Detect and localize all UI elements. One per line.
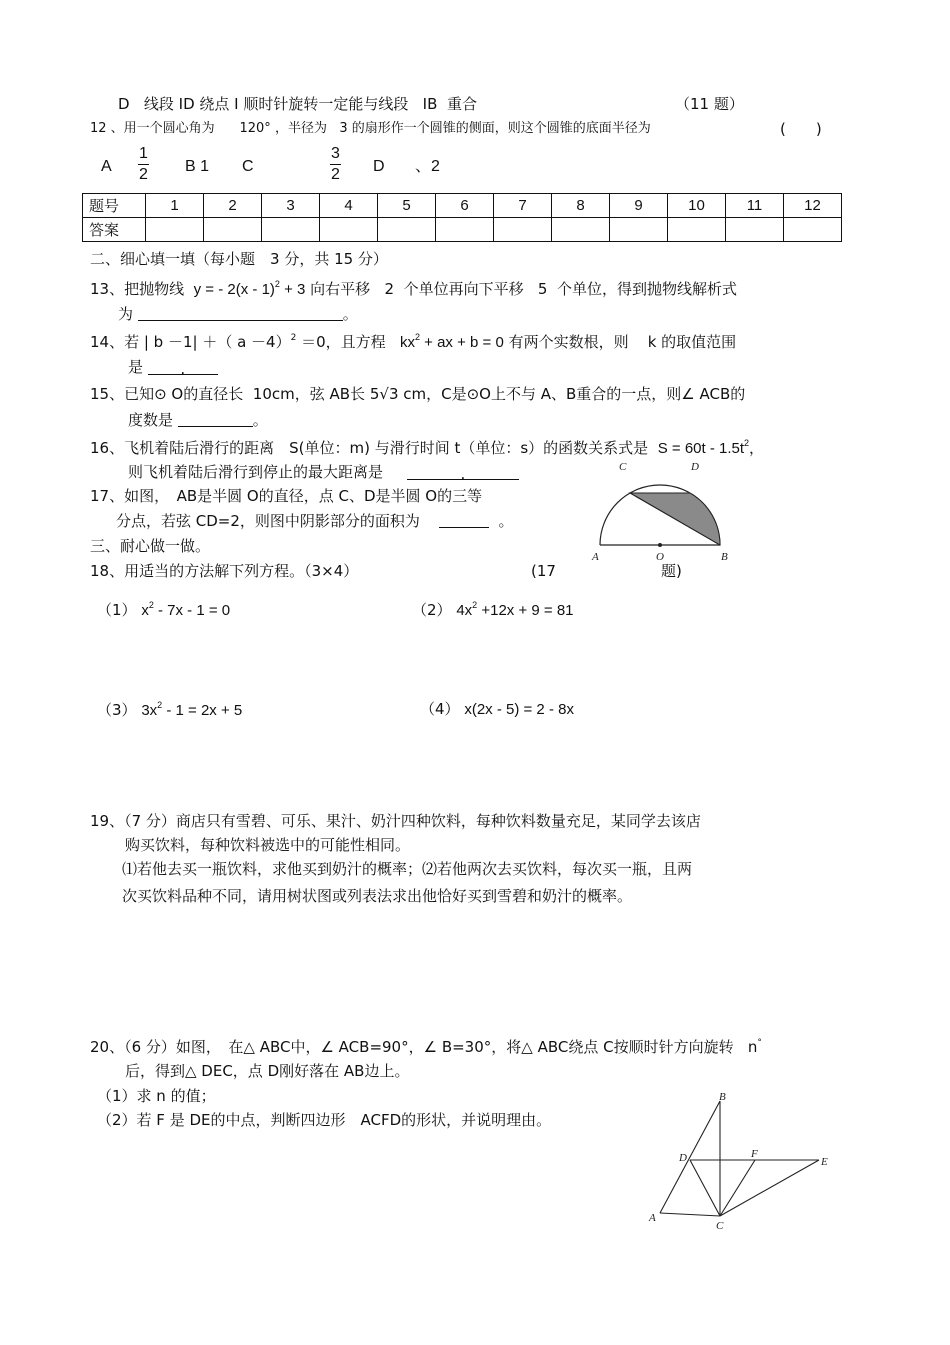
q20-line3: （1）求 n 的值； bbox=[97, 1087, 216, 1105]
segment-fc bbox=[720, 1160, 755, 1216]
q19-line2: 购买饮料，每种饮料被选中的可能性相同。 bbox=[125, 836, 411, 854]
q20-line4: （2）若 F 是 DE的中点，判断四边形 ACFD的形状，并说明理由。 bbox=[97, 1111, 552, 1129]
label-o: O bbox=[656, 551, 664, 563]
table-col: 2 bbox=[204, 194, 262, 218]
table-col: 11 bbox=[726, 194, 784, 218]
answer-cell[interactable] bbox=[610, 218, 668, 242]
q15-line2: 度数是 。 bbox=[128, 411, 268, 429]
q17-semicircle-figure bbox=[585, 452, 735, 567]
table-col: 8 bbox=[552, 194, 610, 218]
segment-dc bbox=[690, 1160, 720, 1216]
q14-line2: 是 . bbox=[128, 358, 218, 376]
table-col: 1 bbox=[146, 194, 204, 218]
q17-blank[interactable] bbox=[439, 513, 489, 528]
q18-title: 18、用适当的方法解下列方程。（3×4） bbox=[90, 562, 359, 580]
answer-cell[interactable] bbox=[436, 218, 494, 242]
table-col: 5 bbox=[378, 194, 436, 218]
q16-line1: 16、飞机着陆后滑行的距离 S(单位：m) 与滑行时间 t（单位：s）的函数关系式是 $S = 60t - 1.5t^2$， bbox=[90, 438, 765, 457]
table-col: 7 bbox=[494, 194, 552, 218]
table-head-number: 题号 bbox=[83, 194, 146, 218]
table-col: 10 bbox=[668, 194, 726, 218]
label-a: A bbox=[649, 1212, 656, 1224]
answer-cell[interactable] bbox=[494, 218, 552, 242]
answer-cell[interactable] bbox=[204, 218, 262, 242]
answer-cell[interactable] bbox=[726, 218, 784, 242]
answer-table bbox=[82, 193, 842, 242]
label-c: C bbox=[716, 1220, 724, 1232]
q12-option-c-fraction: $\frac{3}{2}$ bbox=[331, 145, 340, 183]
q13-line2: 为 。 bbox=[118, 305, 358, 323]
table-head-answer: 答案 bbox=[83, 218, 146, 242]
label-d: D bbox=[691, 461, 699, 473]
section-3-heading: 三、耐心做一做。 bbox=[90, 537, 211, 555]
section-2-heading: 二、细心填一填（每小题 3 分，共 15 分） bbox=[90, 250, 388, 268]
q17-line2: 分点，若弦 CD=2，则图中阴影部分的面积为 。 bbox=[116, 512, 514, 530]
q17-figure-caption-b: 题) bbox=[661, 562, 682, 580]
answer-cell[interactable] bbox=[668, 218, 726, 242]
q12-option-a-fraction: $\frac{1}{2}$ bbox=[139, 145, 148, 183]
q20-line2: 后，得到△ DEC，点 D刚好落在 AB边上。 bbox=[125, 1062, 410, 1080]
table-row-number bbox=[83, 194, 842, 218]
table-col: 6 bbox=[436, 194, 494, 218]
q18-part4: （4） x(2x - 5) = 2 - 8x bbox=[420, 700, 574, 718]
segment-ac bbox=[660, 1213, 720, 1216]
q15-line1: 15、已知⊙ O的直径长 10cm，弦 AB长 5√3 cm，C是⊙O上不与 A、B重合的一点，则∠ ACB的 bbox=[90, 385, 746, 403]
q18-part2: （2） $4x^2 +12x + 9 = 81$ bbox=[412, 600, 574, 619]
table-col: 9 bbox=[610, 194, 668, 218]
q11-figure-caption: （11 题） bbox=[675, 95, 744, 113]
answer-cell[interactable] bbox=[262, 218, 320, 242]
label-d: D bbox=[679, 1152, 687, 1164]
segment-ab bbox=[660, 1101, 720, 1213]
answer-cell[interactable] bbox=[146, 218, 204, 242]
q12-option-c-label: C bbox=[242, 158, 254, 175]
q17-figure-caption-a: (17 bbox=[531, 562, 556, 580]
q14-blank[interactable]: . bbox=[148, 360, 218, 375]
q18-part3: （3） $3x^2 - 1 = 2x + 5$ bbox=[97, 700, 243, 719]
table-col: 3 bbox=[262, 194, 320, 218]
label-c: C bbox=[619, 461, 627, 473]
q12-option-d-value: 、2 bbox=[415, 158, 440, 175]
q16-blank[interactable]: . bbox=[407, 465, 519, 480]
answer-cell[interactable] bbox=[378, 218, 436, 242]
q20-triangle-figure bbox=[645, 1090, 840, 1235]
q19-line1: 19、（7 分）商店只有雪碧、可乐、果汁、奶汁四种饮料，每种饮料数量充足，某同学去该店 bbox=[90, 812, 701, 830]
q14-line1: 14、若 | b －1| ＋（ a －4）$^2$ ＝0，且方程 $kx^2$ + ax + b = 0 有两个实数根，则 k 的取值范围 bbox=[90, 332, 737, 351]
answer-cell[interactable] bbox=[552, 218, 610, 242]
q12-option-a-label: A bbox=[101, 158, 112, 175]
q13-line1: 13、把抛物线 y = - 2(x - 1)$^2$ + 3 向右平移 2 个单位再向下平移 5 个单位，得到抛物线解析式 bbox=[90, 279, 737, 298]
label-a: A bbox=[592, 551, 599, 563]
q19-line4: 次买饮料品种不同，请用树状图或列表法求出他恰好买到雪碧和奶汁的概率。 bbox=[122, 887, 633, 905]
q12-stem: 12 、用一个圆心角为 120° ，半径为 3 的扇形作一个圆锥的侧面，则这个圆锥的底面半径为 bbox=[90, 121, 651, 136]
segment-ec bbox=[720, 1160, 819, 1216]
q18-part1: （1） $x^2 - 7x - 1 = 0$ bbox=[97, 600, 231, 619]
q13-blank[interactable] bbox=[138, 306, 343, 321]
label-f: F bbox=[751, 1148, 758, 1160]
q15-blank[interactable] bbox=[178, 412, 253, 427]
center-point-o bbox=[658, 543, 662, 547]
label-b: B bbox=[719, 1091, 726, 1103]
q17-line1: 17、如图， AB是半圆 O的直径，点 C、D是半圆 O的三等 bbox=[90, 487, 483, 505]
table-col: 12 bbox=[784, 194, 842, 218]
q12-answer-paren: ( ) bbox=[780, 120, 822, 138]
q19-line3: ⑴若他去买一瓶饮料，求他买到奶汁的概率；⑵若他两次去买饮料，每次买一瓶，且两 bbox=[122, 860, 693, 878]
table-col: 4 bbox=[320, 194, 378, 218]
q12-option-d-label: D bbox=[373, 158, 385, 175]
q20-line1: 20、（6 分）如图， 在△ ABC中，∠ ACB=90°，∠ B=30°，将△ ABC绕点 C按顺时针方向旋转 n° bbox=[90, 1038, 762, 1056]
answer-cell[interactable] bbox=[320, 218, 378, 242]
answer-cell[interactable] bbox=[784, 218, 842, 242]
table-row-answer bbox=[83, 218, 842, 242]
q11-option-d: D 线段 ID 绕点 I 顺时针旋转一定能与线段 IB 重合 bbox=[118, 95, 477, 113]
q16-line2: 则飞机着陆后滑行到停止的最大距离是 . bbox=[128, 463, 519, 481]
label-b: B bbox=[721, 551, 728, 563]
q12-option-b: B 1 bbox=[185, 158, 210, 175]
label-e: E bbox=[821, 1156, 828, 1168]
